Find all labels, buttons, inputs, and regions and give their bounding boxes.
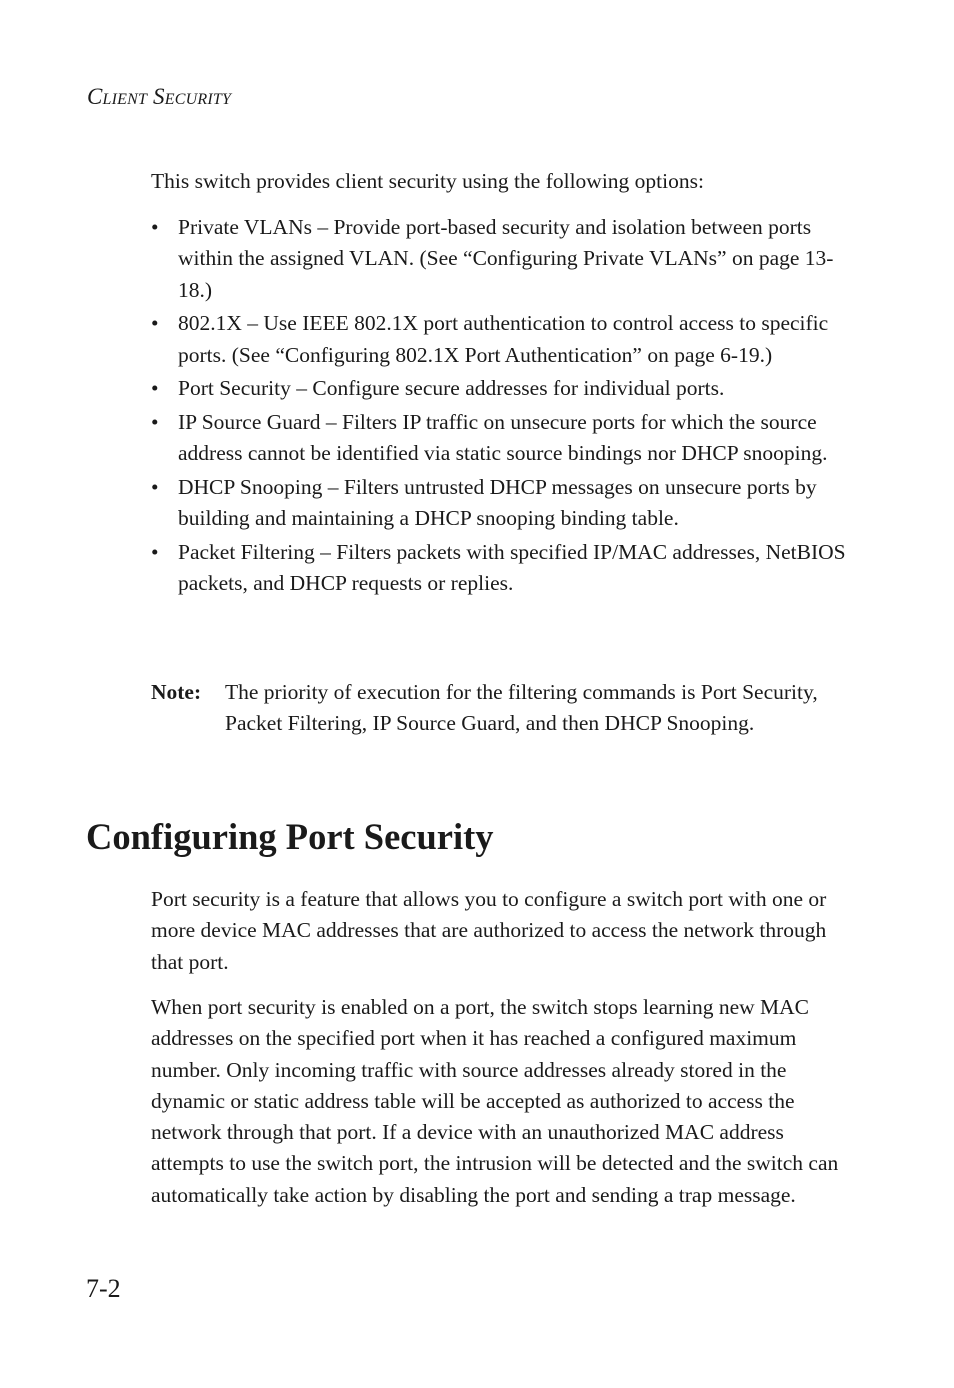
security-options-list [151, 212, 851, 602]
intro-paragraph: This switch provides client security using the following options: [151, 169, 704, 193]
bullet-marker: • [151, 215, 159, 239]
note-text: The priority of execution for the filtering commands is Port Security, Packet Filtering, IP Source Guard, and then DHCP Snooping. [225, 680, 818, 736]
list-item-text: Private VLANs – Provide port-based security and isolation between ports within the assigned VLAN. (See “Configuring Private VLANs” on page 13-18.) [178, 215, 834, 302]
section-paragraph: When port security is enabled on a port, the switch stops learning new MAC addresses on the specified port when it has reached a configured maximum number. Only incoming traffic with source addresses already stored in the dynamic or static address table will be accepted as authorized to access the network through that port. If a device with an unauthorized MAC address attempts to use the switch port, the intrusion will be detected and the switch can automatically take action by disabling the port and sending a trap message. [151, 995, 839, 1207]
list-item-text: Port Security – Configure secure addresses for individual ports. [178, 376, 725, 401]
bullet-marker: • [151, 409, 159, 434]
list-item-text: DHCP Snooping – Filters untrusted DHCP messages on unsecure ports by building and maintaining a DHCP snooping binding table. [178, 474, 817, 531]
list-item [151, 373, 851, 404]
note-block [151, 677, 851, 740]
page-number: 7-2 [86, 1274, 121, 1303]
list-item [151, 212, 851, 306]
list-item [151, 308, 851, 371]
list-item-text: 802.1X – Use IEEE 802.1X port authentication to control access to specific ports. (See “Configuring 802.1X Port Authentication” on page 6-19.) [178, 311, 829, 367]
bullet-marker: • [151, 376, 159, 401]
list-item [151, 407, 851, 470]
list-item [151, 472, 851, 535]
running-header: Client Security [87, 84, 232, 109]
section-paragraph: Port security is a feature that allows you to configure a switch port with one or more device MAC addresses that are authorized to access the network through that port. [151, 887, 827, 974]
bullet-marker: • [151, 539, 159, 564]
bullet-marker: • [151, 474, 159, 499]
list-item-text: IP Source Guard – Filters IP traffic on unsecure ports for which the source address cannot be identified via static source bindings nor DHCP snooping. [178, 409, 828, 466]
list-item [151, 537, 851, 600]
section-heading: Configuring Port Security [86, 816, 494, 857]
note-label: Note: [151, 680, 202, 704]
bullet-marker: • [151, 311, 159, 336]
list-item-text: Packet Filtering – Filters packets with specified IP/MAC addresses, NetBIOS packets, and DHCP requests or replies. [178, 539, 846, 596]
